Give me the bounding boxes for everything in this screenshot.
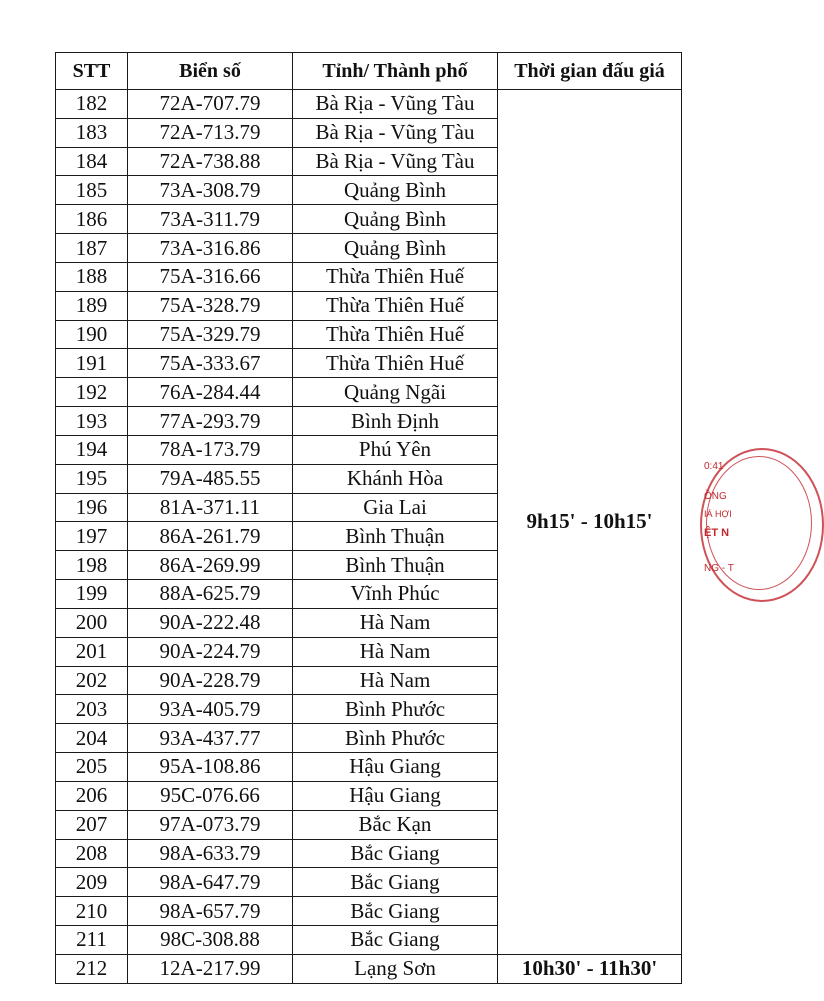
cell-plate: 73A-316.86 <box>128 234 293 263</box>
cell-plate: 72A-707.79 <box>128 90 293 119</box>
cell-plate: 86A-261.79 <box>128 522 293 551</box>
cell-stt: 185 <box>56 176 128 205</box>
header-province: Tỉnh/ Thành phố <box>293 53 498 90</box>
cell-province: Bà Rịa - Vũng Tàu <box>293 90 498 119</box>
cell-plate: 73A-311.79 <box>128 205 293 234</box>
cell-plate: 86A-269.99 <box>128 551 293 580</box>
cell-province: Phú Yên <box>293 435 498 464</box>
cell-plate: 81A-371.11 <box>128 493 293 522</box>
cell-stt: 198 <box>56 551 128 580</box>
cell-stt: 210 <box>56 897 128 926</box>
cell-stt: 201 <box>56 637 128 666</box>
cell-plate: 79A-485.55 <box>128 464 293 493</box>
cell-stt: 183 <box>56 118 128 147</box>
cell-plate: 90A-224.79 <box>128 637 293 666</box>
cell-plate: 73A-308.79 <box>128 176 293 205</box>
cell-province: Thừa Thiên Huế <box>293 349 498 378</box>
cell-province: Bình Định <box>293 407 498 436</box>
table-row <box>56 954 682 983</box>
stamp-text: 0:41 <box>704 461 724 472</box>
table-row <box>56 90 682 119</box>
cell-stt: 207 <box>56 810 128 839</box>
cell-province: Thừa Thiên Huế <box>293 320 498 349</box>
cell-plate: 90A-222.48 <box>128 608 293 637</box>
cell-province: Bình Phước <box>293 724 498 753</box>
cell-stt: 211 <box>56 926 128 955</box>
cell-stt: 194 <box>56 435 128 464</box>
cell-plate: 93A-437.77 <box>128 724 293 753</box>
cell-plate: 72A-738.88 <box>128 147 293 176</box>
cell-stt: 209 <box>56 868 128 897</box>
cell-province: Quảng Bình <box>293 205 498 234</box>
red-seal-stamp <box>700 448 760 598</box>
cell-province: Quảng Bình <box>293 176 498 205</box>
cell-plate: 88A-625.79 <box>128 580 293 609</box>
cell-stt: 186 <box>56 205 128 234</box>
cell-province: Hà Nam <box>293 608 498 637</box>
stamp-text: ỆT N <box>704 527 730 539</box>
cell-plate: 98A-633.79 <box>128 839 293 868</box>
cell-province: Bắc Giang <box>293 897 498 926</box>
cell-stt: 196 <box>56 493 128 522</box>
cell-stt: 205 <box>56 753 128 782</box>
cell-stt: 190 <box>56 320 128 349</box>
cell-plate: 75A-328.79 <box>128 291 293 320</box>
cell-province: Vĩnh Phúc <box>293 580 498 609</box>
table-body <box>56 90 682 984</box>
cell-stt: 189 <box>56 291 128 320</box>
cell-plate: 93A-405.79 <box>128 695 293 724</box>
cell-plate: 90A-228.79 <box>128 666 293 695</box>
cell-province: Bình Thuận <box>293 551 498 580</box>
cell-stt: 203 <box>56 695 128 724</box>
cell-plate: 78A-173.79 <box>128 435 293 464</box>
cell-province: Hậu Giang <box>293 753 498 782</box>
stamp-text: ỒNG <box>704 491 727 502</box>
cell-plate: 77A-293.79 <box>128 407 293 436</box>
cell-stt: 212 <box>56 954 128 983</box>
cell-province: Bắc Kạn <box>293 810 498 839</box>
cell-plate: 12A-217.99 <box>128 954 293 983</box>
cell-stt: 206 <box>56 781 128 810</box>
stamp-text: IÁ HỢI <box>704 509 732 519</box>
cell-province: Bắc Giang <box>293 839 498 868</box>
cell-stt: 192 <box>56 378 128 407</box>
cell-province: Gia Lai <box>293 493 498 522</box>
cell-plate: 97A-073.79 <box>128 810 293 839</box>
cell-stt: 195 <box>56 464 128 493</box>
cell-stt: 184 <box>56 147 128 176</box>
cell-province: Bà Rịa - Vũng Tàu <box>293 147 498 176</box>
cell-province: Khánh Hòa <box>293 464 498 493</box>
cell-plate: 75A-316.66 <box>128 262 293 291</box>
cell-plate: 72A-713.79 <box>128 118 293 147</box>
cell-plate: 95A-108.86 <box>128 753 293 782</box>
cell-plate: 75A-333.67 <box>128 349 293 378</box>
cell-province: Bắc Giang <box>293 926 498 955</box>
cell-province: Hậu Giang <box>293 781 498 810</box>
cell-auction-time: 9h15' - 10h15' <box>498 90 682 955</box>
cell-province: Quảng Ngãi <box>293 378 498 407</box>
cell-stt: 199 <box>56 580 128 609</box>
cell-province: Quảng Bình <box>293 234 498 263</box>
cell-plate: 98A-647.79 <box>128 868 293 897</box>
cell-plate: 98A-657.79 <box>128 897 293 926</box>
cell-stt: 204 <box>56 724 128 753</box>
cell-province: Bắc Giang <box>293 868 498 897</box>
table-header <box>56 53 682 90</box>
cell-stt: 200 <box>56 608 128 637</box>
cell-province: Thừa Thiên Huế <box>293 291 498 320</box>
cell-auction-time: 10h30' - 11h30' <box>498 954 682 983</box>
header-row <box>56 53 682 90</box>
cell-stt: 182 <box>56 90 128 119</box>
cell-province: Hà Nam <box>293 637 498 666</box>
cell-plate: 98C-308.88 <box>128 926 293 955</box>
cell-plate: 76A-284.44 <box>128 378 293 407</box>
cell-stt: 202 <box>56 666 128 695</box>
cell-plate: 95C-076.66 <box>128 781 293 810</box>
cell-province: Thừa Thiên Huế <box>293 262 498 291</box>
cell-stt: 197 <box>56 522 128 551</box>
cell-stt: 193 <box>56 407 128 436</box>
cell-province: Lạng Sơn <box>293 954 498 983</box>
cell-province: Bình Phước <box>293 695 498 724</box>
header-plate: Biển số <box>128 53 293 90</box>
cell-province: Bà Rịa - Vũng Tàu <box>293 118 498 147</box>
header-stt: STT <box>56 53 128 90</box>
license-plate-auction-table <box>55 52 682 984</box>
cell-province: Bình Thuận <box>293 522 498 551</box>
cell-province: Hà Nam <box>293 666 498 695</box>
stamp-text: NG - T <box>704 563 734 574</box>
cell-plate: 75A-329.79 <box>128 320 293 349</box>
cell-stt: 188 <box>56 262 128 291</box>
cell-stt: 208 <box>56 839 128 868</box>
header-time: Thời gian đấu giá <box>498 53 682 90</box>
cell-stt: 187 <box>56 234 128 263</box>
cell-stt: 191 <box>56 349 128 378</box>
